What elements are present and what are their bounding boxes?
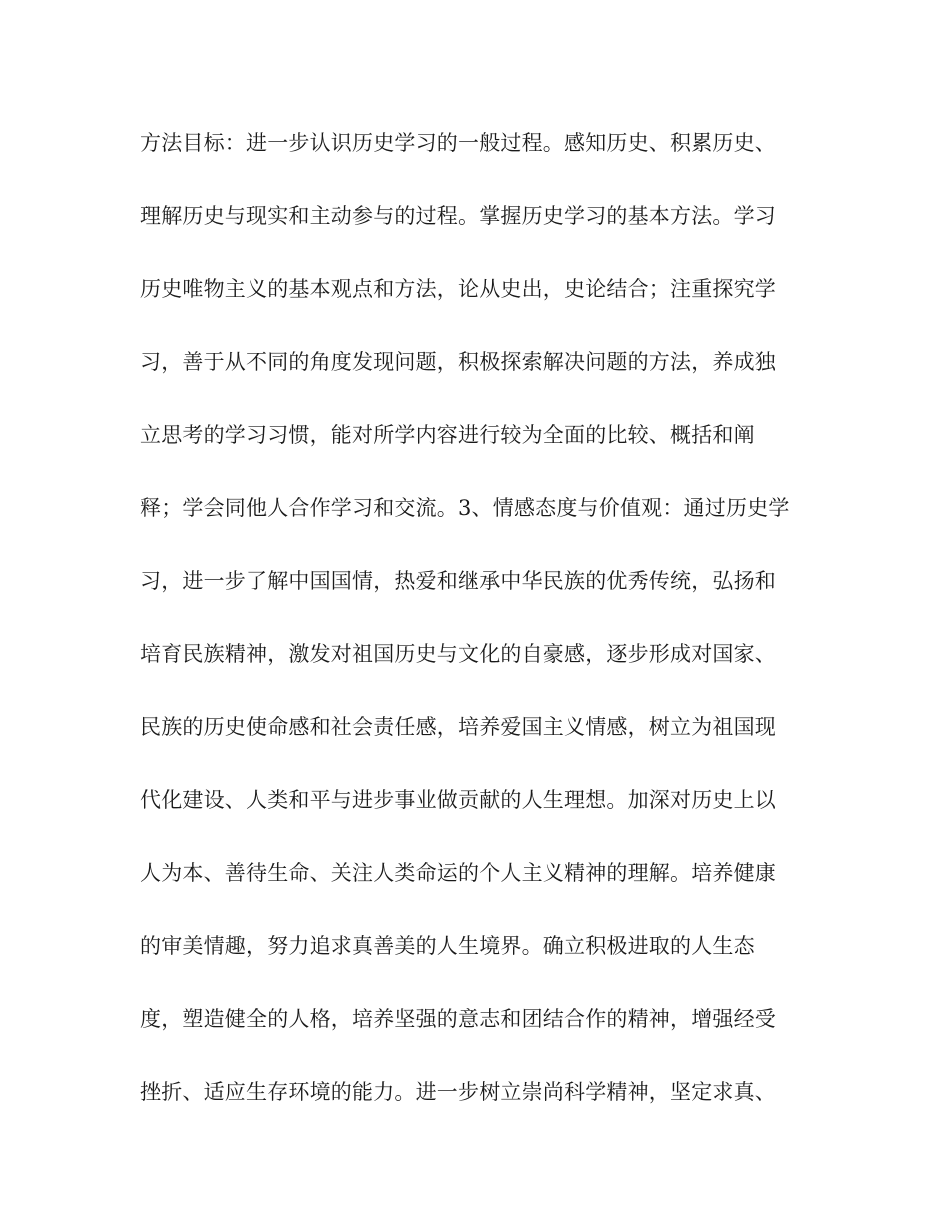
text-line-6: 释；学会同他人合作学习和交流。3、情感态度与价值观：通过历史学 [140,496,790,520]
text-line-14: 挫折、适应生存环境的能力。进一步树立崇尚科学精神，坚定求真、 [140,1080,776,1104]
text-line-3: 历史唯物主义的基本观点和方法，论从史出，史论结合；注重探究学 [140,277,776,301]
text-line-13: 度，塑造健全的人格，培养坚强的意志和团结合作的精神，增强经受 [140,1007,776,1031]
body-text [140,120,820,1142]
text-line-11: 人为本、善待生命、关注人类命运的个人主义精神的理解。培养健康 [140,861,776,885]
text-line-1: 方法目标：进一步认识历史学习的一般过程。感知历史、积累历史、 [140,131,776,155]
text-line-8: 培育民族精神，激发对祖国历史与文化的自豪感，逐步形成对国家、 [140,642,776,666]
text-line-5: 立思考的学习习惯，能对所学内容进行较为全面的比较、概括和阐 [140,423,755,447]
text-line-9: 民族的历史使命感和社会责任感，培养爱国主义情感，树立为祖国现 [140,715,776,739]
text-line-2: 理解历史与现实和主动参与的过程。掌握历史学习的基本方法。学习 [140,204,776,228]
text-line-12: 的审美情趣，努力追求真善美的人生境界。确立积极进取的人生态 [140,934,755,958]
text-line-10: 代化建设、人类和平与进步事业做贡献的人生理想。加深对历史上以 [140,788,776,812]
text-line-7: 习，进一步了解中国国情，热爱和继承中华民族的优秀传统，弘扬和 [140,569,776,593]
text-line-4: 习，善于从不同的角度发现问题，积极探索解决问题的方法，养成独 [140,350,776,374]
